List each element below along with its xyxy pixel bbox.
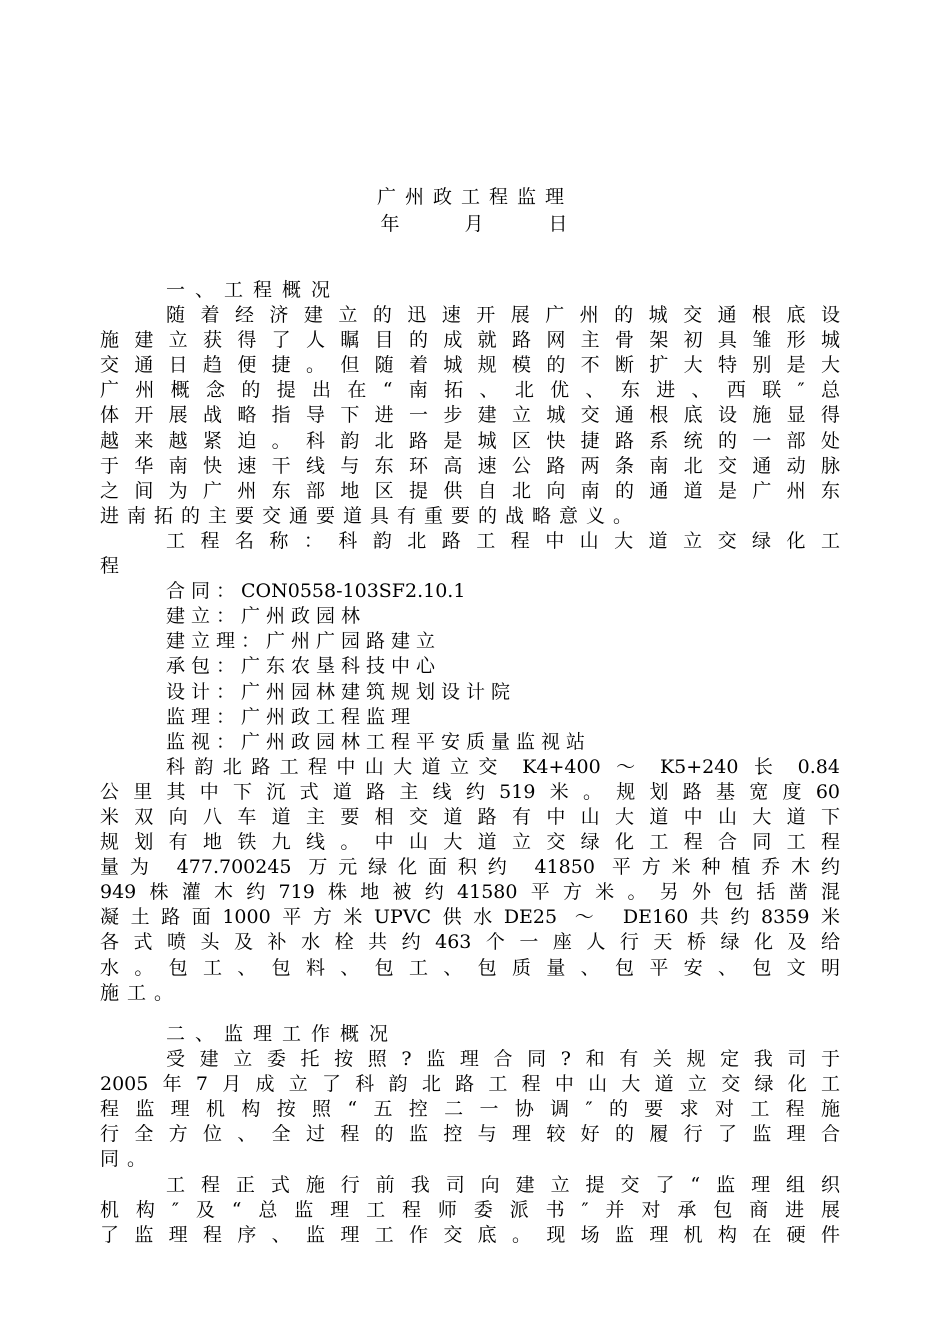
field-owner-manager [100,629,840,654]
paragraph-line: 工程正式施行前我司向建立提交了“监理组织 [166,1173,840,1196]
project-name-line: 工程名称：科韵北路工程中山大道立交绿化工 [166,529,840,552]
paragraph-line: 广州概念的提出在“南拓、北优、东进、西联″总 [100,379,840,402]
paragraph-line: 随着经济建立的迅速开展广州的城交通根底设 [166,304,840,327]
paragraph-line: 949株灌木约719株地被约41580平方米。另外包括凿混 [100,881,840,904]
paragraph-line: 水。包工、包料、包工、包质量、包平安、包文明 [100,956,840,979]
project-name-line: 程 [100,555,128,578]
paragraph-line: 施建立获得了人瞩目的成就路网主骨架初具雏形城 [100,329,840,352]
section-1-heading: 一、工程概况 [166,279,341,301]
paragraph-line: 越来越紧迫。科韵北路是城区快捷路系统的一部处 [100,429,840,452]
section-1 [100,278,840,1006]
field-contract [100,579,840,604]
field-value: 广州广园路建立 [266,630,442,653]
field-label: 建立理： [166,630,267,653]
paragraph-line: 公里其中下沉式道路主线约519米。规划路基宽度60 [100,780,840,803]
field-value: 广州政工程监理 [241,705,417,728]
field-label: 监理： [166,705,242,728]
field-designer [100,680,840,705]
field-label: 承包： [166,655,242,678]
paragraph-line: 于华南快速干线与东环高速公路两条南北交通动脉 [100,454,840,477]
field-inspection [100,730,840,755]
paragraph-line: 米双向八车道主要相交道路有中山大道中山大道下 [100,805,840,828]
paragraph-line: 体开展战略指导下进一步建立城交通根底设施显得 [100,404,840,427]
field-value: 广东农垦科技中心 [241,655,442,678]
paragraph-line: 施工。 [100,981,182,1004]
paragraph-line: 之间为广州东部地区提供自北向南的通道是广州东 [100,479,840,502]
section-2-heading: 二、监理工作概况 [166,1023,399,1045]
field-label: 设计： [166,680,242,703]
paragraph-line: 规划有地铁九线。中山大道立交绿化工程合同工程 [100,831,840,854]
field-label: 监视： [166,730,242,753]
date-line: 年 月 日 [380,213,570,235]
paragraph-line: 同。 [100,1148,155,1171]
field-contractor [100,654,840,679]
paragraph-line: 科韵北路工程中山大道立交 K4+400 ～ K5+240 长 0.84 [166,755,840,778]
paragraph-line: 进南拓的主要交通要道具有重要的战略意义。 [100,504,641,527]
paragraph-line: 2005年7月成立了科韵北路工程中山大道立交绿化工 [100,1073,840,1096]
paragraph-line: 凝土路面1000平方米UPVC供水DE25 ～ DE160共约8359米 [100,906,840,929]
field-value: 广州园林建筑规划设计院 [241,680,517,703]
paragraph-line: 机构″及“总监理工程师委派书″并对承包商进展 [100,1198,840,1221]
paragraph-line: 量为 477.700245 万元绿化面积约 41850 平方米种植乔木约 [100,856,840,879]
field-value: 广州政园林工程平安质量监视站 [241,730,592,753]
paragraph-line: 行全方位、全过程的监控与理较好的履行了监理合 [100,1123,840,1146]
org-title: 广州政工程监理 [376,186,573,208]
field-value: 广州政园林 [241,605,367,628]
field-owner [100,604,840,629]
field-value: CON0558-103SF2.10.1 [241,580,466,603]
field-supervisor [100,705,840,730]
paragraph-line: 受建立委托按照?监理合同?和有关规定我司于 [166,1048,840,1071]
field-label: 合同： [166,580,242,603]
paragraph-line: 交通日趋便捷。但随着城规模的不断扩大特别是大 [100,354,840,377]
field-label: 建立： [166,605,242,628]
paragraph-line: 程监理机构按照“五控二一协调″的要求对工程施 [100,1098,840,1121]
paragraph-line: 各式喷头及补水栓共约463个一座人行天桥绿化及给 [100,931,840,954]
paragraph-line: 了监理程序、监理工作交底。现场监理机构在硬件 [100,1223,840,1246]
section-2 [100,1022,840,1248]
